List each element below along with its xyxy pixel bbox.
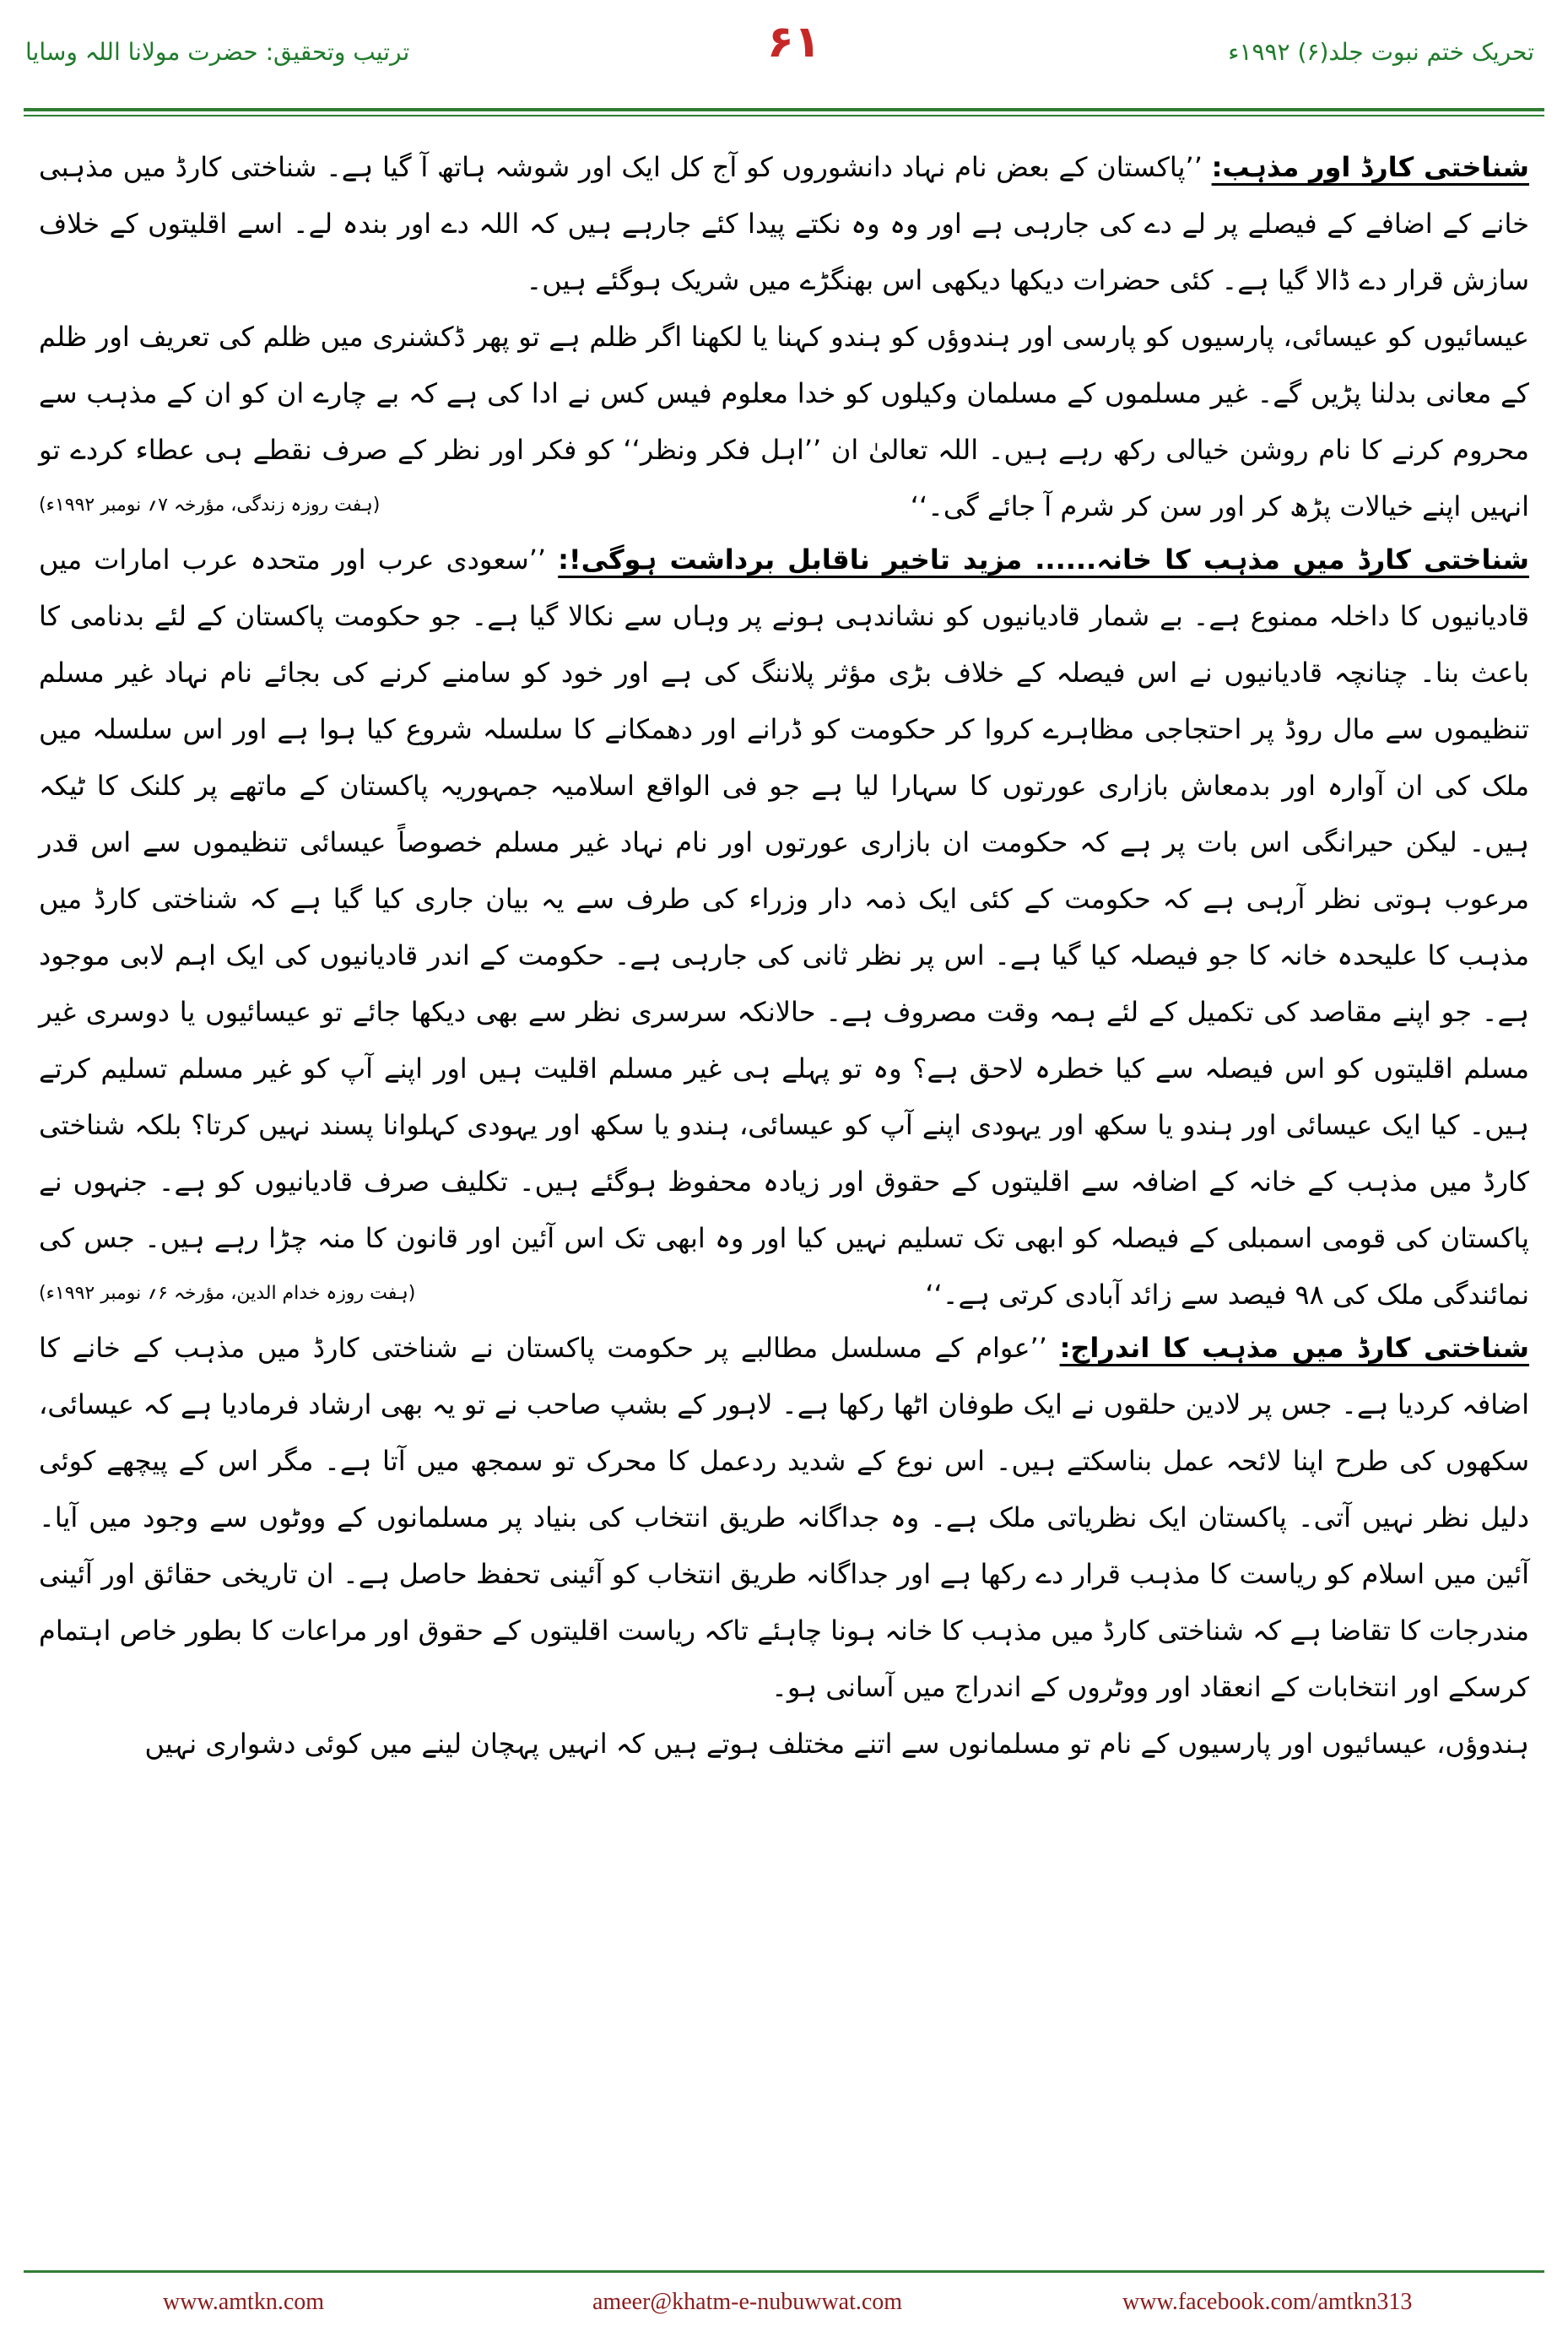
footer-website-link[interactable]: www.amtkn.com	[163, 2289, 325, 2315]
section-2-source: (ہفت روزہ خدام الدین، مؤرخہ ۶؍ نومبر ۱۹۹۲ء)	[39, 1283, 416, 1304]
section-3-paragraph-2: ہندوؤں، عیسائیوں اور پارسیوں کے نام تو مسلمانوں سے اتنے مختلف ہوتے ہیں کہ انہیں پہچان لینے میں کوئی دشواری نہیں	[144, 1728, 1529, 1760]
section-1-text: ’’پاکستان کے بعض نام نہاد دانشوروں کو آج کل ایک اور شوشہ ہاتھ آ گیا ہے۔ شناختی کارڈ میں مذہبی خانے کے اضافے کے فیصلے پر لے دے کی جارہی ہے اور وہ وہ نکتے پیدا کئے جارہے ہیں کہ اللہ دے اور بندہ لے۔ اسے اقلیتوں کے خلاف سازش قرار دے ڈالا گیا ہے۔ کئی حضرات دیکھا دیکھی اس بھنگڑے میں شریک ہوگئے ہیں۔	[39, 151, 1529, 296]
page-number: ۶۱	[767, 17, 821, 68]
header-book-title: تحریک ختم نبوت جلد(۶) ۱۹۹۲ء	[1228, 38, 1534, 66]
section-2-heading: شناختی کارڈ میں مذہب کا خانہ...... مزید تاخیر ناقابل برداشت ہوگی!:	[558, 544, 1530, 576]
section-3-paragraph	[39, 1320, 1529, 1716]
section-2-text: ’’سعودی عرب اور متحدہ عرب امارات میں قادیانیوں کا داخلہ ممنوع ہے۔ بے شمار قادیانیوں کو نشاندہی ہونے پر وہاں سے نکالا گیا ہے۔ جو حکومت پاکستان کے لئے بدنامی کا باعث بنا۔ چنانچہ قادیانیوں نے اس فیصلہ کے خلاف بڑی مؤثر پلاننگ کی ہے اور خود کو سامنے کرنے کی بجائے نام نہاد غیر مسلم تنظیموں سے مال روڈ پر احتجاجی مظاہرے کروا کر حکومت کو ڈرانے اور دھمکانے کا سلسلہ شروع کیا ہوا ہے اور اس سلسلہ میں ملک کی ان آوارہ اور بدمعاش بازاری عورتوں کا سہارا لیا ہے جو فی الواقع اسلامیہ جمہوریہ پاکستان کے ماتھے پر کلنک کا ٹیکہ ہیں۔ لیکن حیرانگی اس بات پر ہے کہ حکومت ان بازاری عورتوں اور نام نہاد غیر مسلم خصوصاً عیسائی تنظیموں سے اس قدر مرعوب ہوتی نظر آرہی ہے کہ حکومت کے کئی ایک ذمہ دار وزراء کی طرف سے یہ بیان جاری کیا گیا ہے کہ شناختی کارڈ میں مذہب کا علیحدہ خانہ کا جو فیصلہ کیا گیا ہے۔ اس پر نظر ثانی کی جارہی ہے۔ حکومت کے اندر قادیانیوں کی ایک اہم لابی موجود ہے۔ جو اپنے مقاصد کی تکمیل کے لئے ہمہ وقت مصروف ہے۔ حالانکہ سرسری نظر سے بھی دیکھا جائے تو عیسائیوں یا دوسری غیر مسلم اقلیتوں کو اس فیصلہ سے کیا خطرہ لاحق ہے؟ وہ تو پہلے ہی غیر مسلم اقلیت ہیں اور اپنے آپ کو غیر مسلم تسلیم کرتے ہیں۔ کیا ایک عیسائی اور ہندو یا سکھ اور یہودی اپنے آپ کو عیسائی، ہندو یا سکھ اور یہودی کہلوانا پسند نہیں کرتا؟ بلکہ شناختی کارڈ میں مذہب کے خانہ کے اضافہ سے اقلیتوں کے حقوق اور زیادہ محفوظ ہوگئے ہیں۔ تکلیف صرف قادیانیوں کو ہے۔ جنہوں نے پاکستان کی قومی اسمبلی کے فیصلہ کو ابھی تک تسلیم نہیں کیا اور وہ ابھی تک اس آئین اور قانون کا منہ چڑا رہے ہیں۔ جس کی نمائندگی ملک کی ۹۸ فیصد سے زائد آبادی کرتی ہے۔‘‘	[39, 544, 1530, 1311]
section-3-heading: شناختی کارڈ میں مذہب کا اندراج:	[1059, 1332, 1530, 1364]
section-1-heading: شناختی کارڈ اور مذہب:	[1211, 151, 1530, 183]
section-2-paragraph	[39, 532, 1529, 1323]
article-body	[39, 139, 1529, 2224]
header-divider	[24, 108, 1544, 111]
header-compiler: ترتیب وتحقیق: حضرت مولانا اللہ وسایا	[25, 38, 410, 66]
section-3-text: ’’عوام کے مسلسل مطالبے پر حکومت پاکستان نے شناختی کارڈ میں مذہب کے خانے کا اضافہ کردیا ہے۔ جس پر لادین حلقوں نے ایک طوفان اٹھا رکھا ہے۔ لاہور کے بشپ صاحب نے تو یہ بھی ارشاد فرمادیا ہے کہ عیسائی، سکھوں کی طرح اپنا لائحہ عمل بناسکتے ہیں۔ اس نوع کے شدید ردعمل کا محرک تو سمجھ میں آتا ہے۔ مگر اس کے پیچھے کوئی دلیل نظر نہیں آتی۔ پاکستان ایک نظریاتی ملک ہے۔ وہ جداگانہ طریق انتخاب کی بنیاد پر مسلمانوں کے ووٹوں سے وجود میں آیا۔ آئین میں اسلام کو ریاست کا مذہب قرار دے رکھا ہے اور جداگانہ طریق انتخاب کو آئینی تحفظ حاصل ہے۔ ان تاریخی حقائق اور آئینی مندرجات کا تقاضا ہے کہ شناختی کارڈ میں مذہب کا خانہ ہونا چاہئے تاکہ ریاست اقلیتوں کے حقوق اور مراعات کا بطور خاص اہتمام کرسکے اور انتخابات کے انعقاد اور ووٹروں کے اندراج میں آسانی ہو۔	[39, 1332, 1530, 1703]
header-divider-thin	[24, 115, 1544, 116]
section-1-paragraph-2: عیسائیوں کو عیسائی، پارسیوں کو پارسی اور ہندوؤں کو ہندو کہنا یا لکھنا اگر ظلم ہے تو پھر ڈکشنری میں ظلم کی تعریف اور ظلم کے معانی بدلنا پڑیں گے۔ غیر مسلموں کے مسلمان وکیلوں کو خدا معلوم فیس کس نے ادا کی ہے کہ بے چارے ان کو ان کے مذہب سے محروم کرنے کا نام روشن خیالی رکھ رہے ہیں۔ اللہ تعالیٰ ان ’’اہل فکر ونظر‘‘ کو فکر اور نظر کے صرف نقطے ہی عطاء کردے تو انہیں اپنے خیالات پڑھ کر اور سن کر شرم آ جائے گی۔‘‘	[39, 321, 1530, 522]
footer-divider	[24, 2270, 1544, 2273]
footer-facebook-link[interactable]: www.facebook.com/amtkn313	[1122, 2289, 1413, 2315]
section-1-paragraph	[39, 139, 1529, 309]
section-1-source: (ہفت روزہ زندگی، مؤرخہ ۷؍ نومبر ۱۹۹۲ء)	[39, 495, 381, 516]
footer-email-link[interactable]: ameer@khatm-e-nubuwwat.com	[592, 2289, 903, 2315]
